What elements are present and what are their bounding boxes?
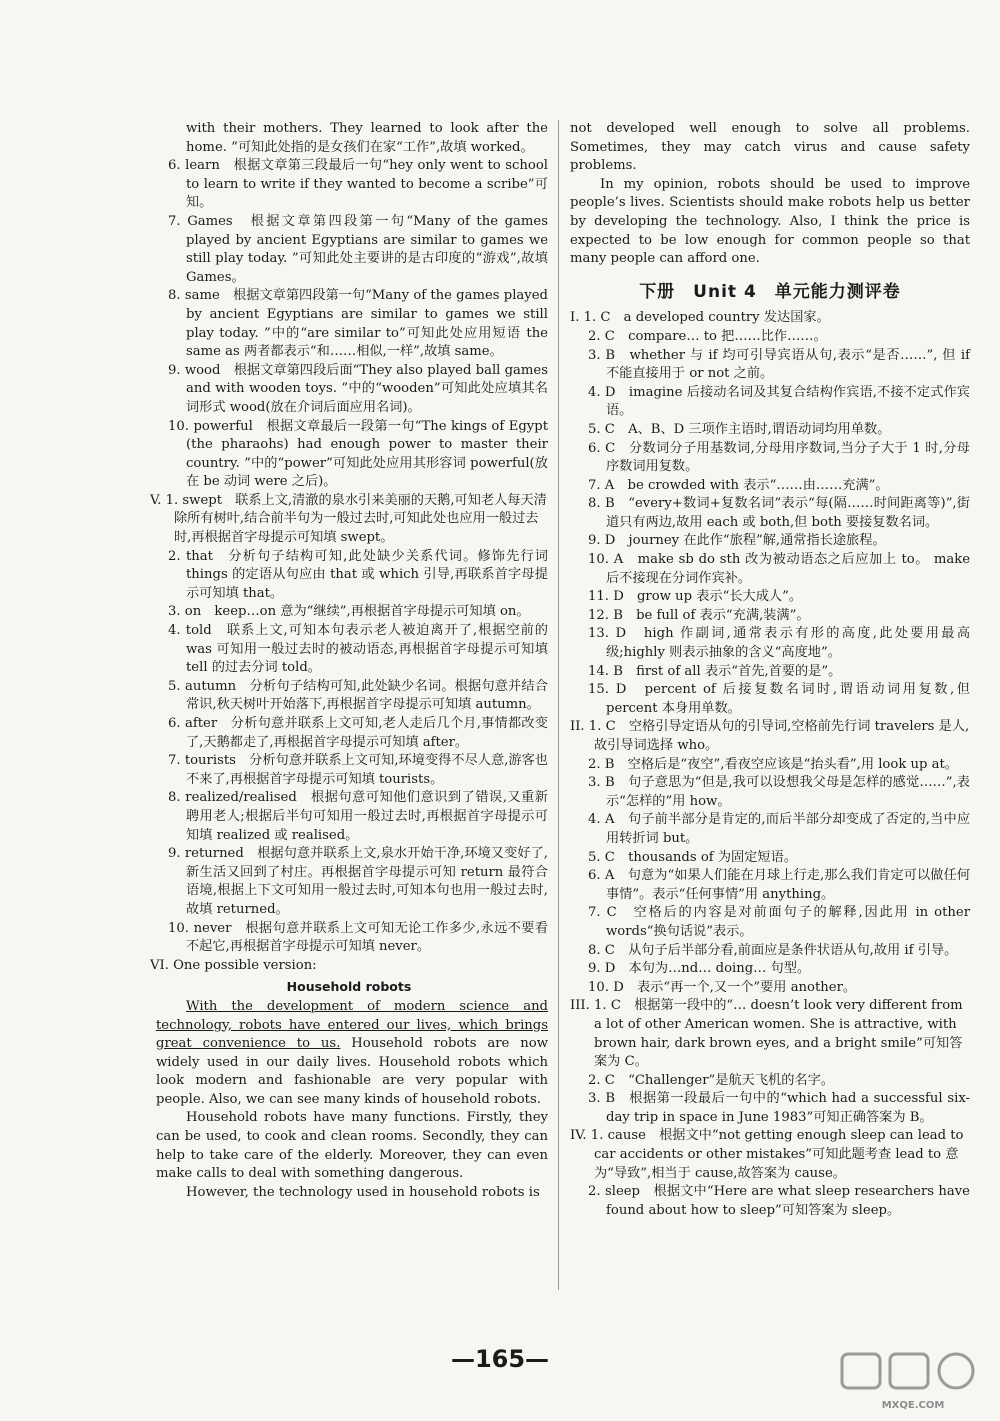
left-column: [150, 120, 548, 1202]
answer-item: 3. B 根据第一段最后一句中的“which had a successful six-day trip in space in June 1983”可知正确答案为 B。: [588, 1091, 970, 1125]
answer-item: 2. C compare… to 把……比作……。: [588, 328, 827, 344]
answer-item: 6. C 分数词分子用基数词,分母用序数词,当分子大于 1 时,分母序数词用复数。: [588, 440, 970, 475]
essay-continued: not developed well enough to solve all problems. Sometimes, they may catch virus and cause safety problems.: [570, 121, 970, 174]
watermark-site-text: MXQE.COM: [881, 1400, 945, 1411]
section-iv-first-item: IV. 1. cause 根据文中“not getting enough sleep can lead to car accidents or other mistakes”可知此题考查 lead to 意为“导致”,相当于 cause,故答案为 cause。: [570, 1128, 964, 1181]
answer-item: 7. Games 根据文章第四段第一句“Many of the games played by ancient Egyptians are similar to games we still play today. ”可知此处主要讲的是古印度的“游戏”,故填 Games。: [168, 213, 548, 285]
answer-item: 8. C 从句子后半部分看,前面应是条件状语从句,故用 if 引导。: [588, 942, 958, 958]
answer-item: 2. C “Challenger”是航天飞机的名字。: [588, 1072, 834, 1088]
section-v-first-item: V. 1. swept 联系上文,清澈的泉水引来美丽的天鹅,可知老人每天清除所有树叶,结合前半句为一般过去时,可知此处也应用一般过去时,再根据首字母提示可知填 swept。: [150, 492, 547, 546]
answer-item: 2. B 空格后是“夜空”,看夜空应该是“抬头看”,用 look up at。: [588, 756, 958, 772]
section-iv: [570, 1127, 970, 1220]
answer-item: 4. A 句子前半部分是肯定的,而后半部分却变成了否定的,当中应用转折词 but。: [588, 812, 971, 846]
answer-item: 4. told 联系上文,可知本句表示老人被迫离开了,根据空前的 was 可知用一般过去时的被动语态,再根据首字母提示可知填 tell 的过去分词 told。: [168, 623, 548, 676]
column-divider: [558, 120, 559, 1290]
section-iii: [570, 997, 970, 1127]
answer-item: 15. D percent of 后接复数名词时,谓语动词用复数,但 percent 本身用单数。: [588, 682, 970, 716]
answer-item: 9. D 本句为…nd… doing… 句型。: [588, 961, 811, 977]
answer-item: 6. learn 根据文章第三段最后一句“hey only went to school to learn to write if they wanted to become a scribe”可知。: [168, 158, 548, 211]
essay-paragraph-3: However, the technology used in household robots is: [186, 1184, 540, 1200]
answer-item: 5. C A、B、D 三项作主语时,谓语动词均用单数。: [588, 421, 891, 437]
answer-item: 6. A 句意为“如果人们能在月球上行走,那么我们肯定可以做任何事情”。表示“任何事情”用 anything。: [588, 868, 970, 902]
answer-item: 2. that 分析句子结构可知,此处缺少关系代词。修饰先行词 things 的定语从句应由 that 或 which 引导,再联系首字母提示可知填 that。: [168, 548, 548, 601]
answer-item: 10. D 表示“再一个,又一个”要用 another。: [588, 979, 857, 995]
answer-item: 12. B be full of 表示“充满,装满”。: [588, 607, 810, 623]
answer-item: 8. realized/realised 根据句意可知他们意识到了错误,又重新聘用老人;根据后半句可知用一般过去时,再根据首字母提示可知填 realized 或 realised。: [168, 790, 548, 843]
section-vi-label: VI. One possible version:: [150, 957, 317, 973]
answer-item: 3. B 句子意思为“但是,我可以设想我父母是怎样的感觉……”,表示“怎样的”用 how。: [588, 775, 970, 809]
answer-item: 14. B first of all 表示“首先,首要的是”。: [588, 663, 842, 679]
right-column: [570, 120, 970, 1220]
answer-item: 3. B whether 与 if 均可引导宾语从句,表示“是否……”, 但 if 不能直接用于 or not 之前。: [588, 347, 970, 382]
section-iv-items: [150, 157, 548, 492]
answer-item: 7. tourists 分析句意并联系上文可知,环境变得不尽人意,游客也不来了,再根据首字母提示可知填 tourists。: [168, 753, 548, 787]
section-ii-first-item: II. 1. C 空格引导定语从句的引导词,空格前先行词 travelers 是人,故引导词选择 who。: [570, 719, 970, 753]
answer-item: 7. A be crowded with 表示“……由……充满”。: [588, 477, 889, 493]
essay-title: Household robots: [286, 979, 412, 995]
answer-item: 11. D grow up 表示“长大成人”。: [588, 589, 803, 605]
logo-icon: [842, 1354, 973, 1388]
essay-paragraph-1: With the development of modern science and technology, robots have entered our lives, which brings great convenience to us. Household robots are now widely used in our daily lives. Household robots which look modern and fashionable are very popular with people. Also, we can see many kinds of household robots.: [156, 998, 548, 1107]
essay-paragraph-2: Household robots have many functions. Firstly, they can be used, to cook and clean rooms. Secondly, they can help to take care of the elderly. Moreover, they can even make calls to deal with something dangerous.: [156, 1110, 548, 1182]
answer-item: 5. autumn 分析句子结构可知,此处缺少名词。根据句意并结合常识,秋天树叶开始落下,再根据首字母提示可知填 autumn。: [168, 678, 548, 713]
answer-item: 2. sleep 根据文中“Here are what sleep researchers have found about how to sleep”可知答案为 sleep。: [588, 1184, 970, 1218]
answer-item: 6. after 分析句意并联系上文可知,老人走后几个月,事情都改变了,天鹅都走了,再根据首字母提示可知填 after。: [168, 716, 548, 750]
section-i: [570, 309, 970, 718]
answer-item: 9. returned 根据句意并联系上文,泉水开始干净,环境又变好了,新生活又回到了村庄。再根据首字母提示可知 return 最符合语境,根据上下文可知用一般过去时,可知本句也用一般过去时,故填 returned。: [168, 846, 548, 917]
watermark-logo: [838, 1350, 988, 1416]
unit-title: 下册 Unit 4 单元能力测评卷: [639, 281, 901, 302]
answer-item: 4. D imagine 后接动名词及其复合结构作宾语,不接不定式作宾语。: [588, 384, 970, 419]
answer-item: 10. A make sb do sth 改为被动语态之后应加上 to。 make 后不接现在分词作宾补。: [588, 552, 971, 586]
answer-item: 10. powerful 根据文章最后一段第一句“The kings of Egypt (the pharaohs) had enough power to master their country. ”中的“power”可知此处应用其形容词 powerful(放在 be 动词 were 之后)。: [168, 418, 548, 490]
answer-item: 3. on keep…on 意为“继续”,再根据首字母提示可知填 on。: [168, 604, 530, 620]
answer-item: 7. C 空格后的内容是对前面句子的解释,因此用 in other words“换句话说”表示。: [588, 905, 971, 939]
answer-item: 5. C thousands of 为固定短语。: [588, 849, 797, 865]
section-v: [150, 492, 548, 957]
section-vi: [150, 957, 548, 1203]
underlined-sentence: With the development of modern science and technology, robots have entered our lives, which brings great convenience to us.: [156, 998, 548, 1052]
answer-item: 10. never 根据句意并联系上文可知无论工作多少,永远不要看不起它,再根据首字母提示可知填 never。: [168, 920, 548, 955]
section-i-first-item: I. 1. C a developed country 发达国家。: [570, 310, 830, 326]
continued-answer-5: with their mothers. They learned to look after the home. ”可知此处指的是女孩们在家“工作”,故填 worked。: [186, 121, 548, 155]
answer-item: 8. same 根据文章第四段第一句“Many of the games played by ancient Egyptians are similar to games we still play today. ”中的“are similar to”可知此处应用短语 the same as 两者都表示“和……相似,一样”,故填 same。: [168, 288, 548, 360]
answer-item: 8. B “every+数词+复数名词”表示“每(隔……时间距离等)”,街道只有两边,故用 each 或 both,但 both 要接复数名词。: [588, 496, 970, 530]
answer-item: 9. D journey 在此作“旅程”解,通常指长途旅程。: [588, 533, 886, 549]
essay-paragraph-4: In my opinion, robots should be used to improve people’s lives. Scientists should make robots help us better by developing the technology. Also, I think the price is expected to be low enough for common people so that many people can afford one.: [570, 176, 970, 267]
section-ii: [570, 718, 970, 997]
answer-item: 9. wood 根据文章第四段后面“They also played ball games and with wooden toys. ”中的“wooden”可知此处应填其名词形式 wood(放在介词后面应用名词)。: [168, 362, 548, 415]
section-iii-first-item: III. 1. C 根据第一段中的“… doesn’t look very different from a lot of other American women. She is attractive, with brown hair, dark brown eyes, and a bright smile”可知答案为 C。: [570, 998, 963, 1070]
page-number: —165—: [450, 1345, 550, 1373]
answer-item: 13. D high 作副词,通常表示有形的高度,此处要用最高级;highly 则表示抽象的含义“高度地”。: [588, 626, 971, 661]
